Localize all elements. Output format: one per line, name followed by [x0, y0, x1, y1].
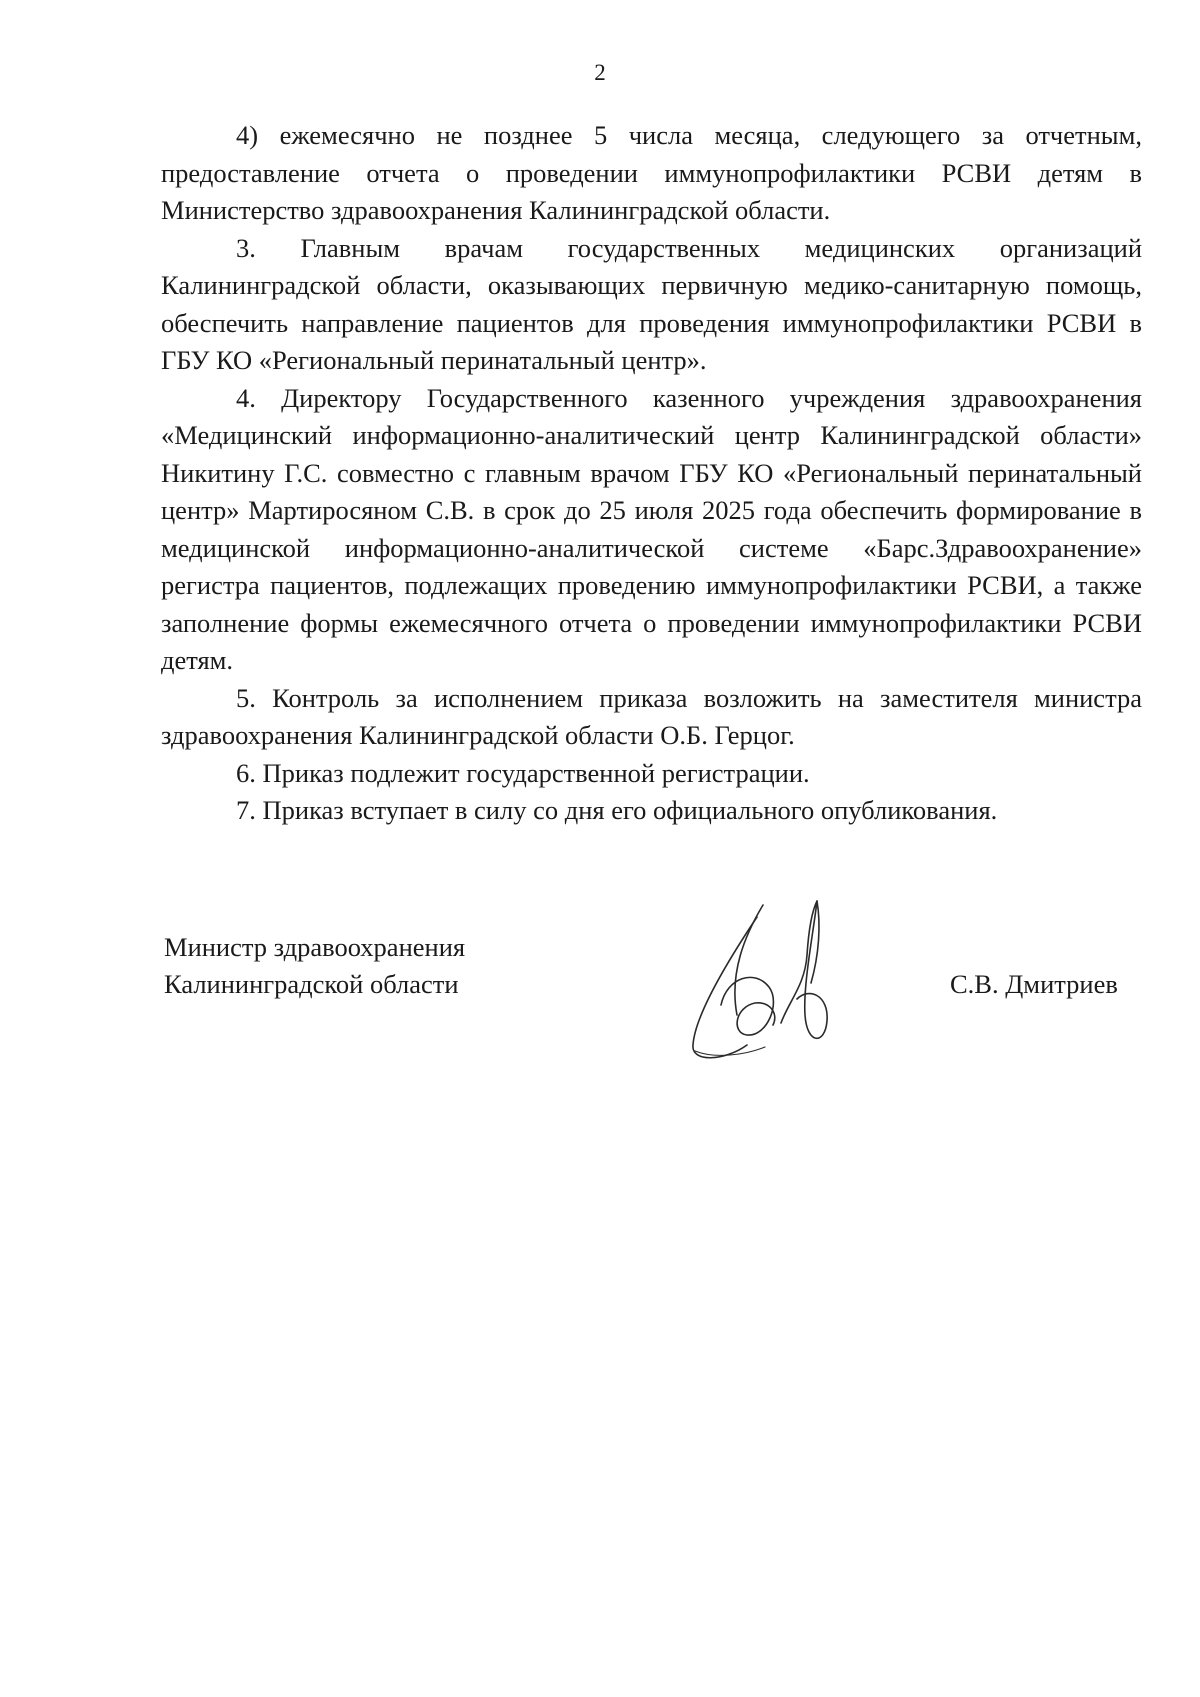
paragraph-clause-5: 5. Контроль за исполнением приказа возложить на заместителя министра здравоохранения Калининградской области О.Б. Герцог. [161, 682, 1142, 750]
paragraph-clause-4: 4. Директору Государственного казенного учреждения здравоохранения «Медицинский информационно-аналитический центр Калининградской области» Никитину Г.С. совместно с главным врачом ГБУ КО «Региональный перинатальный центр» Мартиросяном С.В. в срок до 25 июля 2025 года обеспечить формирование в медицинской информационно-аналитической системе «Барс.Здравоохранение» регистра пациентов, подлежащих проведению иммунопрофилактики РСВИ, а также заполнение формы ежемесячного отчета о проведении иммунопрофилактики РСВИ детям. [161, 382, 1142, 675]
signer-title [164, 929, 465, 1003]
handwritten-signature [685, 895, 865, 1075]
page-number: 2 [594, 60, 606, 85]
paragraph-clause-3: 3. Главным врачам государственных медицинских организаций Калининградской области, оказывающих первичную медико-санитарную помощь, обеспечить направление пациентов для проведения иммунопрофилактики РСВИ в ГБУ КО «Региональный перинатальный центр». [161, 232, 1142, 375]
signer-title-line-1: Министр здравоохранения [164, 932, 466, 962]
signer-name: С.В. Дмитриев [950, 969, 1118, 999]
paragraph-clause-7: 7. Приказ вступает в силу со дня его официального опубликования. [236, 795, 998, 825]
paragraph-clause-6: 6. Приказ подлежит государственной регистрации. [236, 757, 810, 788]
signer-title-line-2: Калининградской области [164, 969, 459, 999]
paragraph-item-4: 4) ежемесячно не позднее 5 числа месяца, следующего за отчетным, предоставление отчета о проведении иммунопрофилактики РСВИ детям в Министерство здравоохранения Калининградской области. [161, 120, 1142, 225]
